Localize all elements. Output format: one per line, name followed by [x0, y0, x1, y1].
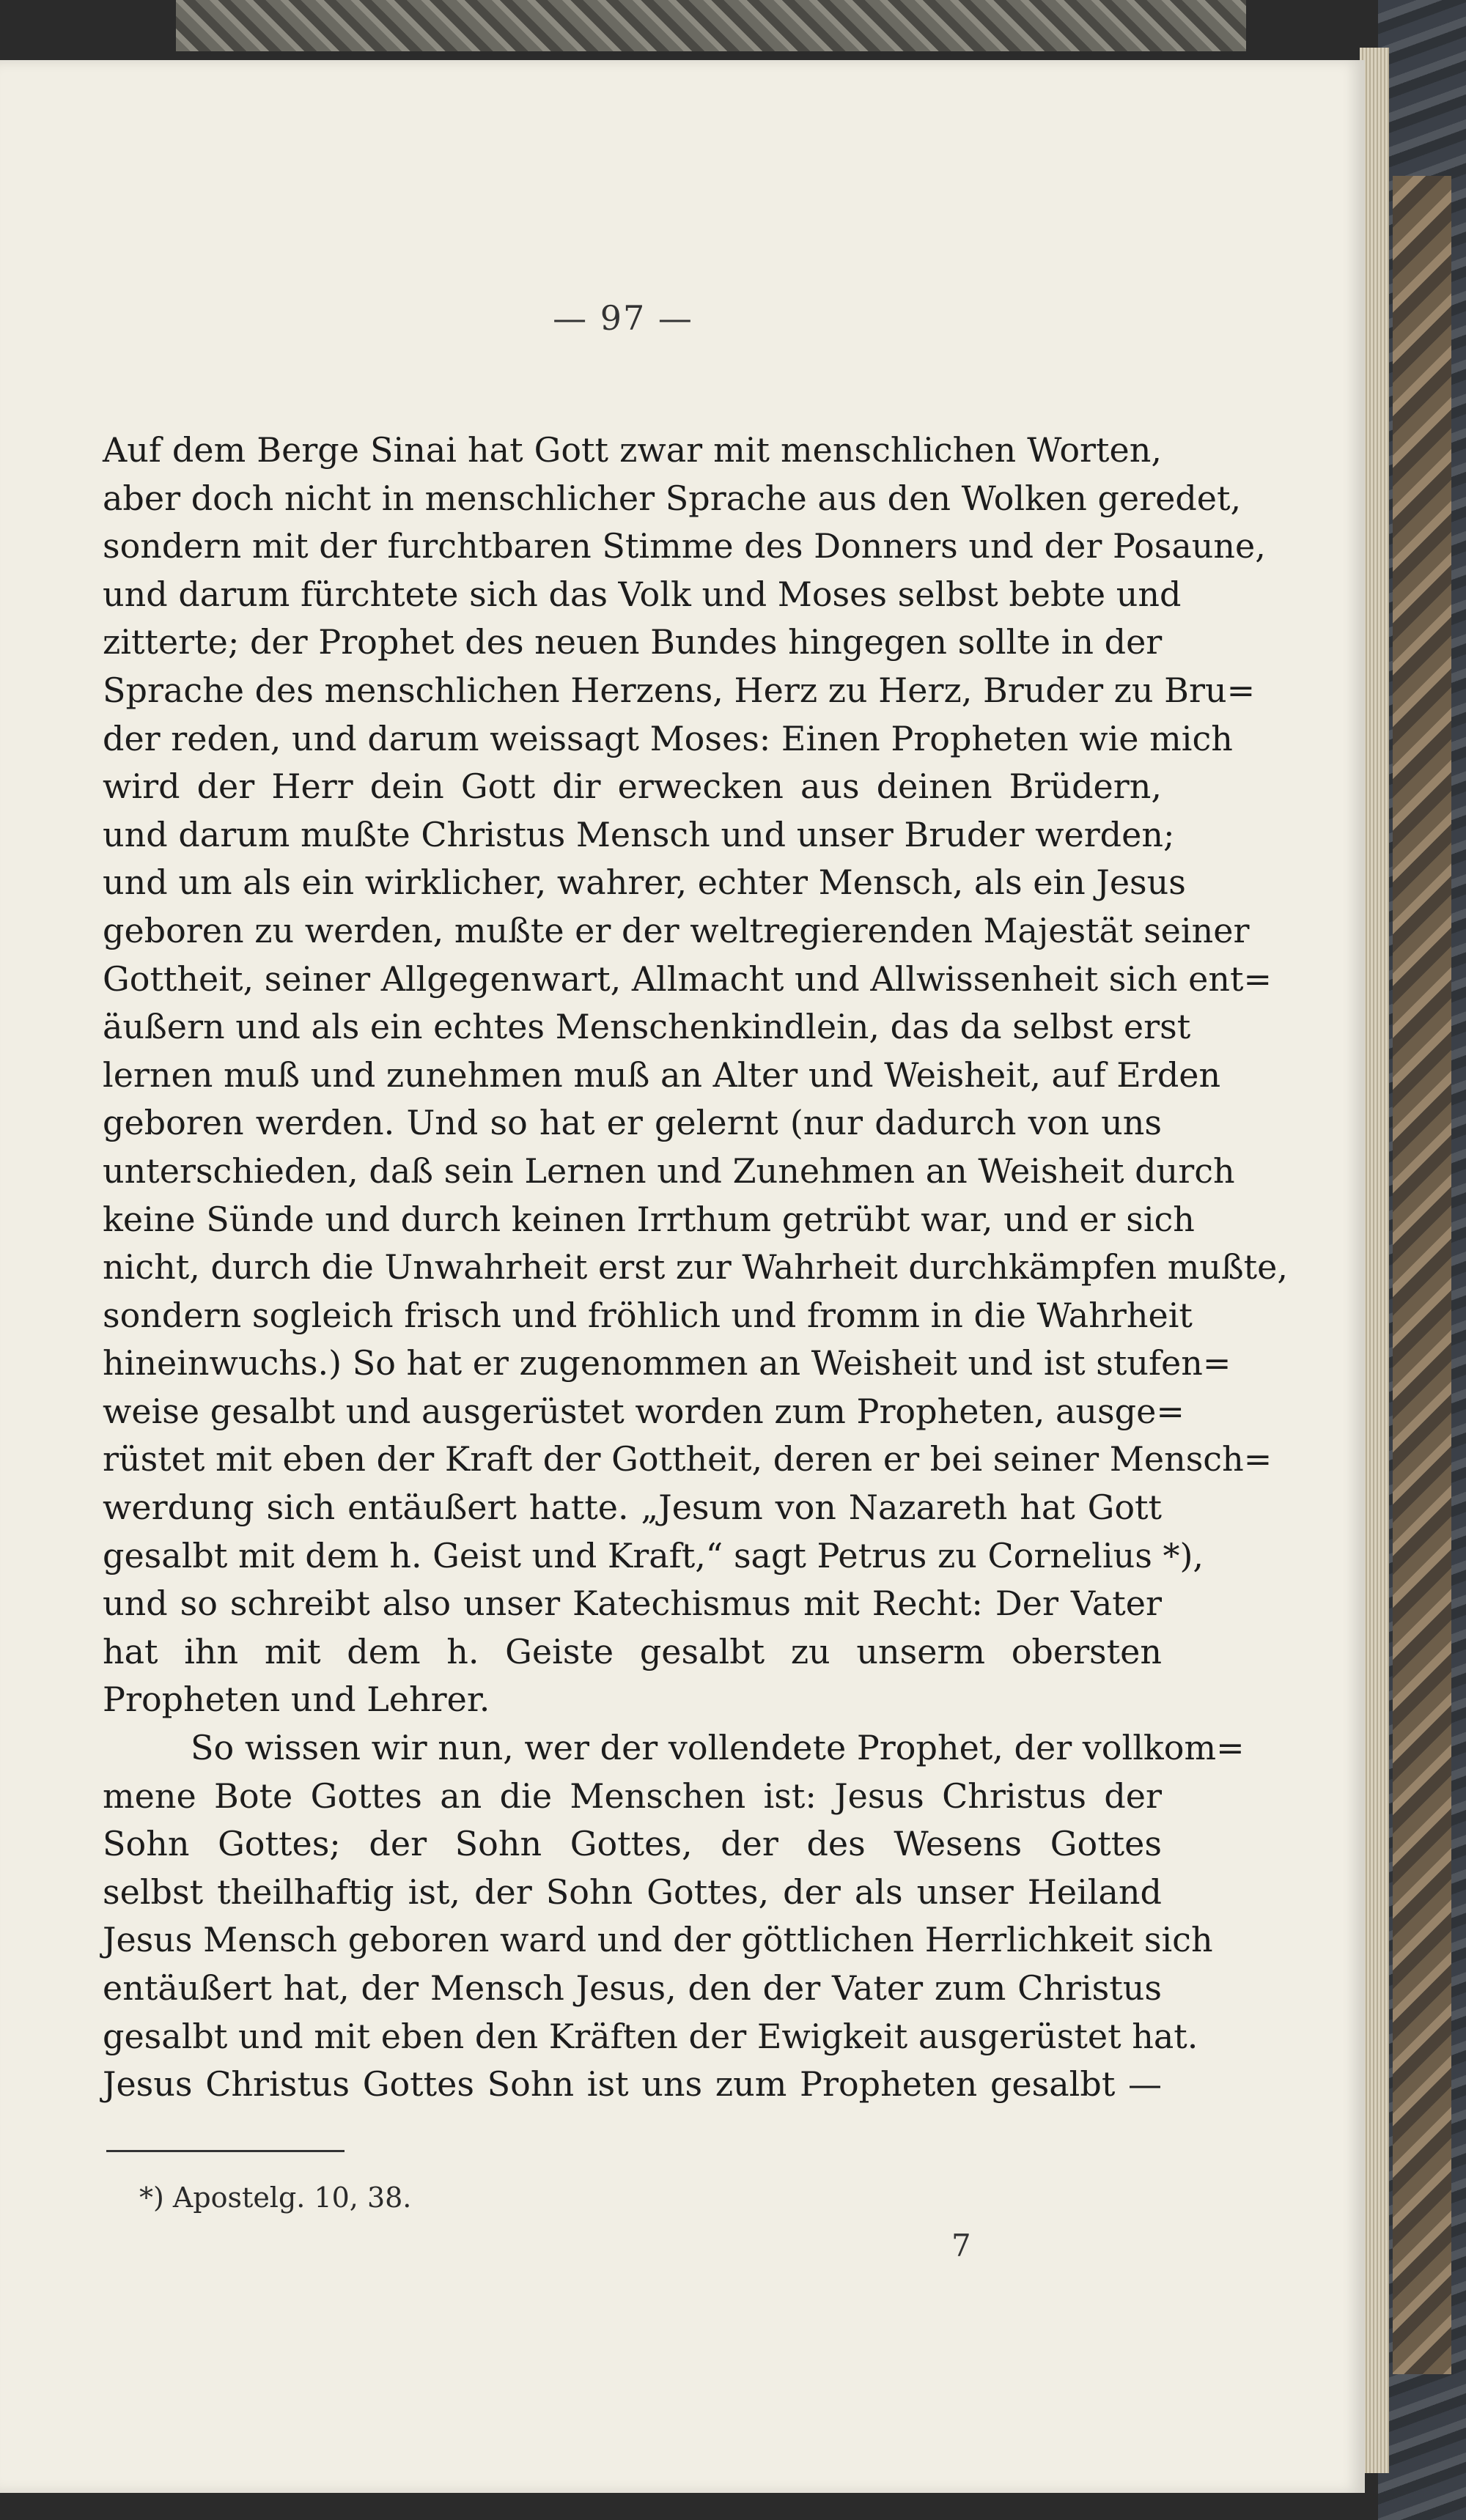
text-line: entäußert hat, der Mensch Jesus, den der Vater zum Christus	[103, 1968, 1162, 2008]
text-line: hineinwuchs.) So hat er zugenommen an Weisheit und ist stufen=	[103, 1343, 1231, 1383]
text-line: mene Bote Gottes an die Menschen ist: Jesus Christus der	[103, 1776, 1162, 1816]
footnote: *) Apostelg. 10, 38.	[139, 2181, 412, 2214]
text-line: zitterte; der Prophet des neuen Bundes hingegen sollte in der	[103, 622, 1163, 662]
page-number: — 97 —	[553, 298, 693, 338]
text-line: geboren werden. Und so hat er gelernt (nur dadurch von uns	[103, 1103, 1162, 1143]
text-line: und darum fürchtete sich das Volk und Moses selbst bebte und	[103, 574, 1182, 614]
text-line: gesalbt mit dem h. Geist und Kraft,“ sagt Petrus zu Cornelius *),	[103, 1535, 1204, 1575]
text-line: Jesus Christus Gottes Sohn ist uns zum Propheten gesalbt —	[103, 2064, 1162, 2105]
text-line: sondern sogleich frisch und fröhlich und fromm in die Wahrheit	[103, 1295, 1193, 1335]
marbled-endpaper-right	[1393, 176, 1451, 2374]
text-line: und so schreibt also unser Katechismus mit Recht: Der Vater	[103, 1584, 1162, 1624]
text-line: und um als ein wirklicher, wahrer, echter Mensch, als ein Jesus	[103, 862, 1186, 903]
text-line: Jesus Mensch geboren ward und der göttlichen Herrlichkeit sich	[103, 1920, 1213, 1960]
text-line: Gottheit, seiner Allgegenwart, Allmacht und Allwissenheit sich ent=	[103, 958, 1272, 999]
text-line: Auf dem Berge Sinai hat Gott zwar mit menschlichen Worten,	[103, 430, 1162, 470]
marbled-endpaper-top	[176, 0, 1246, 51]
text-line: weise gesalbt und ausgerüstet worden zum Propheten, ausge=	[103, 1391, 1185, 1431]
text-line: lernen muß und zunehmen muß an Alter und Weisheit, auf Erden	[103, 1054, 1221, 1095]
text-line: keine Sünde und durch keinen Irrthum getrübt war, und er sich	[103, 1199, 1195, 1239]
text-line: rüstet mit eben der Kraft der Gottheit, deren er bei seiner Mensch=	[103, 1439, 1272, 1479]
text-line: und darum mußte Christus Mensch und unser Bruder werden;	[103, 814, 1175, 854]
text-line: sondern mit der furchtbaren Stimme des Donners und der Posaune,	[103, 526, 1266, 566]
text-line: der reden, und darum weissagt Moses: Einen Propheten wie mich	[103, 718, 1233, 758]
text-line: Sprache des menschlichen Herzens, Herz zu Herz, Bruder zu Bru=	[103, 670, 1256, 710]
text-line: nicht, durch die Unwahrheit erst zur Wahrheit durchkämpfen mußte,	[103, 1247, 1289, 1287]
text-line: unterschieden, daß sein Lernen und Zunehmen an Weisheit durch	[103, 1150, 1235, 1191]
signature-mark: 7	[951, 2228, 971, 2264]
text-line: werdung sich entäußert hatte. „Jesum von Nazareth hat Gott	[103, 1488, 1162, 1528]
text-line: geboren zu werden, mußte er der weltregierenden Majestät seiner	[103, 910, 1250, 950]
text-line: gesalbt und mit eben den Kräften der Ewigkeit ausgerüstet hat.	[103, 2016, 1198, 2056]
text-line: aber doch nicht in menschlicher Sprache aus den Wolken geredet,	[103, 478, 1242, 518]
text-line: äußern und als ein echtes Menschenkindlein, das da selbst erst	[103, 1007, 1191, 1047]
body-text	[103, 426, 1289, 2109]
text-line: Propheten und Lehrer.	[103, 1680, 490, 1720]
book-page	[0, 60, 1365, 2493]
text-line: So wissen wir nun, wer der vollendete Prophet, der vollkom=	[191, 1728, 1245, 1768]
text-line: Sohn Gottes; der Sohn Gottes, der des Wesens Gottes	[103, 1824, 1162, 1864]
text-line: hat ihn mit dem h. Geiste gesalbt zu unserm obersten	[103, 1631, 1162, 1671]
footnote-rule	[106, 2150, 345, 2152]
text-line: selbst theilhaftig ist, der Sohn Gottes, der als unser Heiland	[103, 1871, 1162, 1912]
text-line: wird der Herr dein Gott dir erwecken aus deinen Brüdern,	[103, 766, 1162, 807]
